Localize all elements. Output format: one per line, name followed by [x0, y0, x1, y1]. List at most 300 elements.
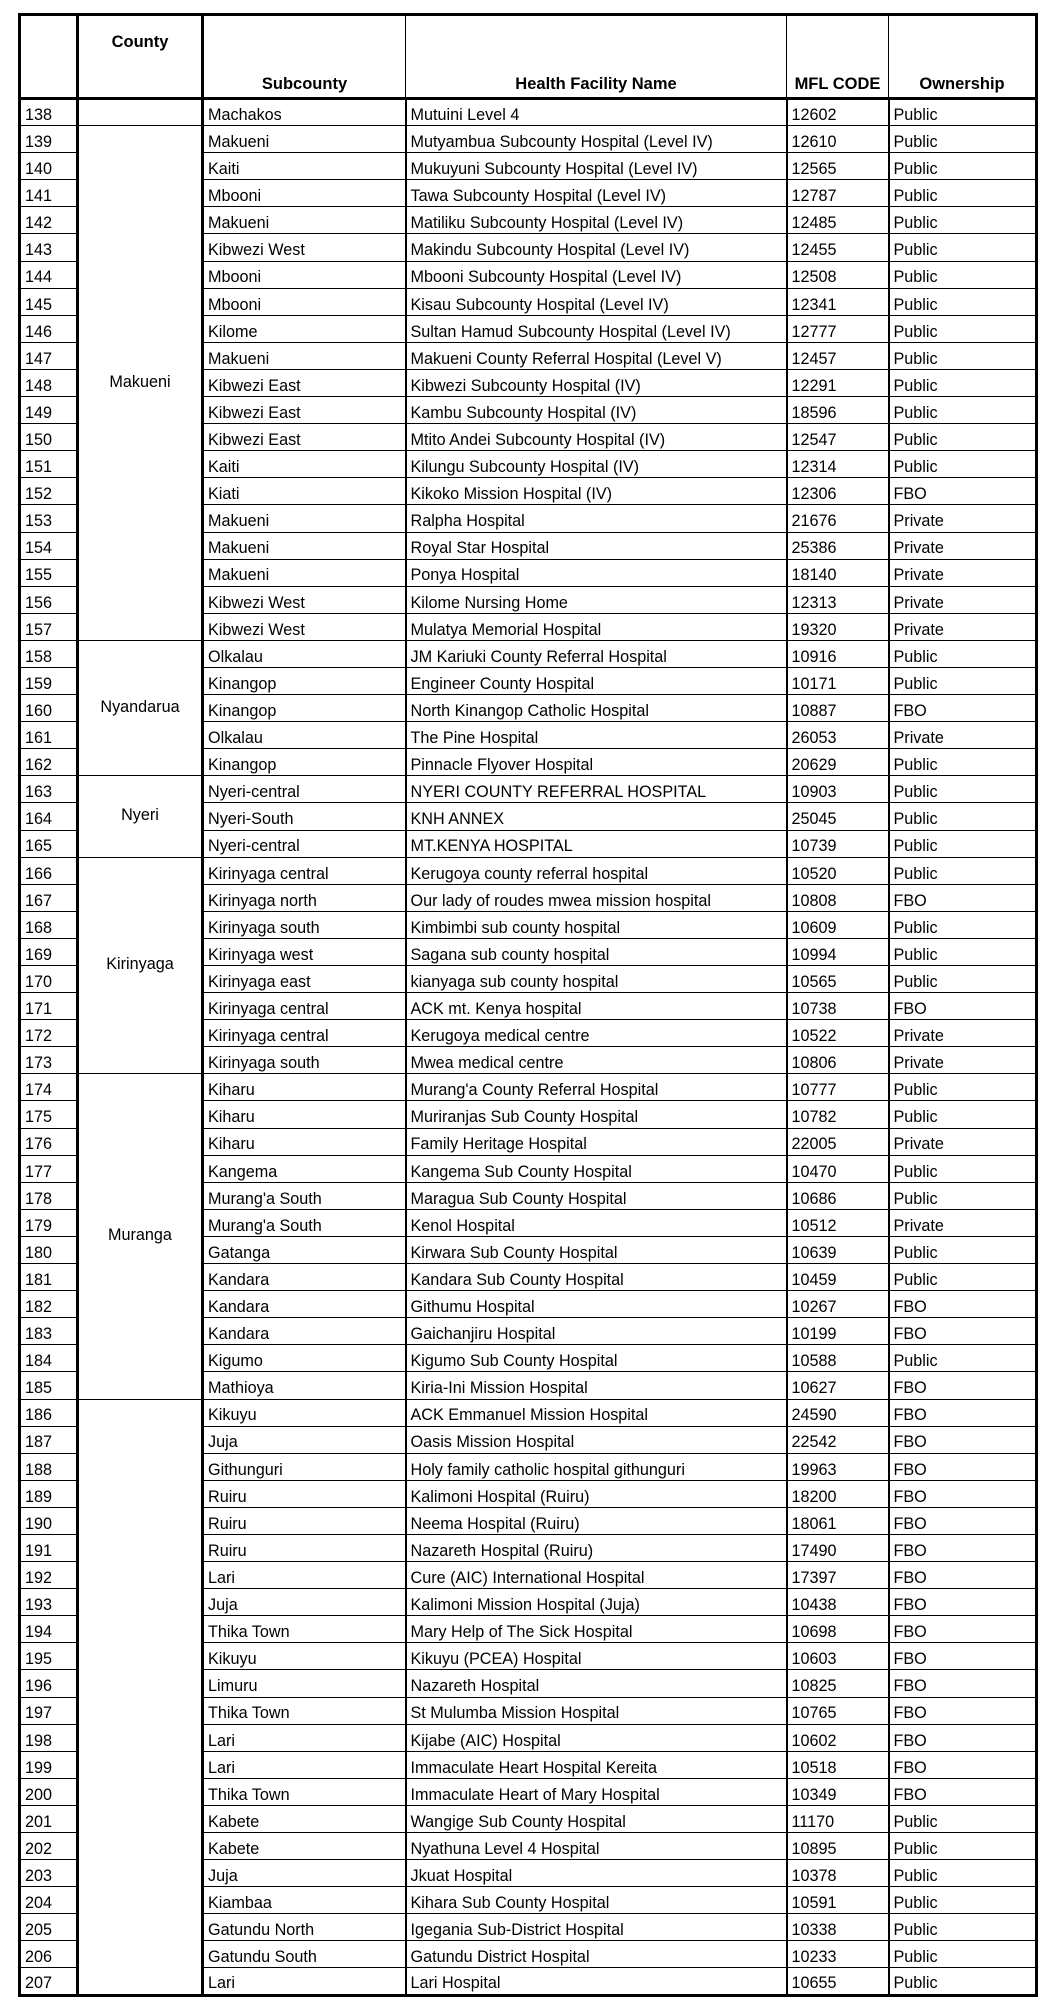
subcounty-cell: Kiharu — [203, 1074, 406, 1101]
subcounty-cell: Limuru — [203, 1670, 406, 1697]
header-row — [20, 15, 1037, 99]
row-number: 167 — [20, 884, 78, 911]
subcounty-cell: Kibwezi West — [203, 234, 406, 261]
facility-name-cell: Kilome Nursing Home — [406, 586, 787, 613]
row-number: 192 — [20, 1562, 78, 1589]
row-number: 180 — [20, 1236, 78, 1263]
facility-name-cell: Kikuyu (PCEA) Hospital — [406, 1643, 787, 1670]
facility-name-cell: Pinnacle Flyover Hospital — [406, 749, 787, 776]
ownership-cell: Public — [889, 1887, 1037, 1914]
ownership-cell: Public — [889, 1941, 1037, 1968]
ownership-cell: FBO — [889, 1480, 1037, 1507]
ownership-cell: Public — [889, 153, 1037, 180]
ownership-cell: Public — [889, 1805, 1037, 1832]
ownership-cell: FBO — [889, 1589, 1037, 1616]
row-number: 164 — [20, 803, 78, 830]
ownership-cell: FBO — [889, 1291, 1037, 1318]
subcounty-cell: Kiambaa — [203, 1887, 406, 1914]
subcounty-cell: Gatundu North — [203, 1914, 406, 1941]
facility-name-cell: Mutuini Level 4 — [406, 99, 787, 126]
row-number: 155 — [20, 559, 78, 586]
row-number: 154 — [20, 532, 78, 559]
ownership-cell: Public — [889, 424, 1037, 451]
mfl-code-cell: 10639 — [787, 1236, 889, 1263]
subcounty-cell: Juja — [203, 1589, 406, 1616]
ownership-cell: Public — [889, 369, 1037, 396]
facility-name-cell: Makindu Subcounty Hospital (Level IV) — [406, 234, 787, 261]
facility-name-cell: Kerugoya county referral hospital — [406, 857, 787, 884]
ownership-cell: Private — [889, 505, 1037, 532]
ownership-cell: Public — [889, 1182, 1037, 1209]
facility-name-cell: Mutyambua Subcounty Hospital (Level IV) — [406, 126, 787, 153]
county-cell: Kirinyaga — [78, 857, 203, 1074]
subcounty-cell: Ruiru — [203, 1480, 406, 1507]
subcounty-cell: Kirinyaga north — [203, 884, 406, 911]
row-number: 190 — [20, 1507, 78, 1534]
subcounty-cell: Mbooni — [203, 261, 406, 288]
subcounty-cell: Kirinyaga central — [203, 1020, 406, 1047]
mfl-code-cell: 10233 — [787, 1941, 889, 1968]
facility-name-cell: Nazareth Hospital (Ruiru) — [406, 1534, 787, 1561]
subcounty-cell: Olkalau — [203, 640, 406, 667]
facility-name-cell: JM Kariuki County Referral Hospital — [406, 640, 787, 667]
ownership-cell: FBO — [889, 993, 1037, 1020]
mfl-code-cell: 10806 — [787, 1047, 889, 1074]
mfl-code-cell: 10698 — [787, 1616, 889, 1643]
ownership-cell: Public — [889, 126, 1037, 153]
ownership-cell: Public — [889, 1914, 1037, 1941]
mfl-code-cell: 10825 — [787, 1670, 889, 1697]
subcounty-cell: Kibwezi East — [203, 424, 406, 451]
row-number: 200 — [20, 1778, 78, 1805]
facility-name-cell: Sultan Hamud Subcounty Hospital (Level IV) — [406, 315, 787, 342]
ownership-cell: Public — [889, 1264, 1037, 1291]
subcounty-cell: Mbooni — [203, 288, 406, 315]
row-number: 174 — [20, 1074, 78, 1101]
facility-name-cell: Kandara Sub County Hospital — [406, 1264, 787, 1291]
mfl-code-cell: 10777 — [787, 1074, 889, 1101]
mfl-code-cell: 10627 — [787, 1372, 889, 1399]
row-number: 199 — [20, 1751, 78, 1778]
facility-name-cell: Kangema Sub County Hospital — [406, 1155, 787, 1182]
ownership-cell: Public — [889, 1968, 1037, 1995]
row-number: 177 — [20, 1155, 78, 1182]
facility-name-cell: The Pine Hospital — [406, 722, 787, 749]
row-number: 195 — [20, 1643, 78, 1670]
ownership-cell: FBO — [889, 1426, 1037, 1453]
row-number: 202 — [20, 1833, 78, 1860]
facility-name-cell: Mary Help of The Sick Hospital — [406, 1616, 787, 1643]
subcounty-cell: Kinangop — [203, 695, 406, 722]
county-cell — [78, 99, 203, 126]
subcounty-cell: Makueni — [203, 559, 406, 586]
row-number: 179 — [20, 1209, 78, 1236]
row-number: 163 — [20, 776, 78, 803]
facility-name-cell: Engineer County Hospital — [406, 667, 787, 694]
row-number: 141 — [20, 180, 78, 207]
subcounty-cell: Kirinyaga central — [203, 993, 406, 1020]
ownership-cell: Public — [889, 180, 1037, 207]
mfl-code-cell: 12610 — [787, 126, 889, 153]
mfl-code-cell: 12777 — [787, 315, 889, 342]
header-number — [20, 15, 78, 99]
facility-name-cell: Kalimoni Hospital (Ruiru) — [406, 1480, 787, 1507]
mfl-code-cell: 22542 — [787, 1426, 889, 1453]
row-number: 184 — [20, 1345, 78, 1372]
ownership-cell: Public — [889, 830, 1037, 857]
facility-name-cell: Githumu Hospital — [406, 1291, 787, 1318]
mfl-code-cell: 12313 — [787, 586, 889, 613]
ownership-cell: FBO — [889, 1751, 1037, 1778]
mfl-code-cell: 12602 — [787, 99, 889, 126]
mfl-code-cell: 10765 — [787, 1697, 889, 1724]
ownership-cell: Private — [889, 532, 1037, 559]
mfl-code-cell: 18061 — [787, 1507, 889, 1534]
row-number: 146 — [20, 315, 78, 342]
ownership-cell: Private — [889, 1209, 1037, 1236]
facility-name-cell: Gaichanjiru Hospital — [406, 1318, 787, 1345]
subcounty-cell: Makueni — [203, 505, 406, 532]
ownership-cell: Private — [889, 559, 1037, 586]
facility-name-cell: Ralpha Hospital — [406, 505, 787, 532]
facility-name-cell: Mulatya Memorial Hospital — [406, 613, 787, 640]
mfl-code-cell: 12457 — [787, 342, 889, 369]
mfl-code-cell: 10267 — [787, 1291, 889, 1318]
row-number: 186 — [20, 1399, 78, 1426]
ownership-cell: Public — [889, 857, 1037, 884]
row-number: 169 — [20, 938, 78, 965]
ownership-cell: Public — [889, 397, 1037, 424]
subcounty-cell: Nyeri-South — [203, 803, 406, 830]
subcounty-cell: Kinangop — [203, 667, 406, 694]
subcounty-cell: Kibwezi East — [203, 369, 406, 396]
mfl-code-cell: 10916 — [787, 640, 889, 667]
ownership-cell: Public — [889, 640, 1037, 667]
ownership-cell: Public — [889, 99, 1037, 126]
mfl-code-cell: 10994 — [787, 938, 889, 965]
subcounty-cell: Gatanga — [203, 1236, 406, 1263]
row-number: 178 — [20, 1182, 78, 1209]
ownership-cell: Public — [889, 1074, 1037, 1101]
subcounty-cell: Lari — [203, 1751, 406, 1778]
mfl-code-cell: 10808 — [787, 884, 889, 911]
table-row — [20, 776, 1037, 803]
row-number: 187 — [20, 1426, 78, 1453]
header-facility-name: Health Facility Name — [406, 15, 787, 99]
mfl-code-cell: 12314 — [787, 451, 889, 478]
ownership-cell: Public — [889, 234, 1037, 261]
subcounty-cell: Ruiru — [203, 1534, 406, 1561]
ownership-cell: Private — [889, 1047, 1037, 1074]
county-cell: Muranga — [78, 1074, 203, 1399]
row-number: 140 — [20, 153, 78, 180]
ownership-cell: FBO — [889, 695, 1037, 722]
ownership-cell: FBO — [889, 1399, 1037, 1426]
row-number: 162 — [20, 749, 78, 776]
subcounty-cell: Kaiti — [203, 153, 406, 180]
mfl-code-cell: 18140 — [787, 559, 889, 586]
county-cell: Makueni — [78, 126, 203, 641]
row-number: 183 — [20, 1318, 78, 1345]
row-number: 196 — [20, 1670, 78, 1697]
subcounty-cell: Nyeri-central — [203, 830, 406, 857]
subcounty-cell: Lari — [203, 1968, 406, 1995]
mfl-code-cell: 10609 — [787, 911, 889, 938]
subcounty-cell: Kandara — [203, 1318, 406, 1345]
subcounty-cell: Kiharu — [203, 1128, 406, 1155]
mfl-code-cell: 18200 — [787, 1480, 889, 1507]
row-number: 207 — [20, 1968, 78, 1995]
mfl-code-cell: 10686 — [787, 1182, 889, 1209]
facility-name-cell: Kiria-Ini Mission Hospital — [406, 1372, 787, 1399]
mfl-code-cell: 12787 — [787, 180, 889, 207]
subcounty-cell: Kabete — [203, 1833, 406, 1860]
subcounty-cell: Kikuyu — [203, 1399, 406, 1426]
row-number: 188 — [20, 1453, 78, 1480]
ownership-cell: Public — [889, 803, 1037, 830]
subcounty-cell: Thika Town — [203, 1778, 406, 1805]
mfl-code-cell: 26053 — [787, 722, 889, 749]
subcounty-cell: Kirinyaga west — [203, 938, 406, 965]
row-number: 160 — [20, 695, 78, 722]
row-number: 171 — [20, 993, 78, 1020]
facility-name-cell: Kambu Subcounty Hospital (IV) — [406, 397, 787, 424]
row-number: 144 — [20, 261, 78, 288]
ownership-cell: Private — [889, 722, 1037, 749]
facility-name-cell: Jkuat Hospital — [406, 1860, 787, 1887]
mfl-code-cell: 12547 — [787, 424, 889, 451]
subcounty-cell: Murang'a South — [203, 1209, 406, 1236]
facility-name-cell: North Kinangop Catholic Hospital — [406, 695, 787, 722]
mfl-code-cell: 10349 — [787, 1778, 889, 1805]
subcounty-cell: Kilome — [203, 315, 406, 342]
facility-name-cell: St Mulumba Mission Hospital — [406, 1697, 787, 1724]
row-number: 156 — [20, 586, 78, 613]
county-cell: Nyeri — [78, 776, 203, 857]
county-cell: Nyandarua — [78, 640, 203, 775]
health-facility-table — [18, 13, 1038, 1997]
subcounty-cell: Kirinyaga central — [203, 857, 406, 884]
facility-name-cell: Maragua Sub County Hospital — [406, 1182, 787, 1209]
mfl-code-cell: 10378 — [787, 1860, 889, 1887]
subcounty-cell: Kiharu — [203, 1101, 406, 1128]
row-number: 176 — [20, 1128, 78, 1155]
subcounty-cell: Kabete — [203, 1805, 406, 1832]
table-row — [20, 1399, 1037, 1426]
row-number: 151 — [20, 451, 78, 478]
row-number: 153 — [20, 505, 78, 532]
subcounty-cell: Kandara — [203, 1264, 406, 1291]
mfl-code-cell: 10591 — [787, 1887, 889, 1914]
facility-name-cell: ACK Emmanuel Mission Hospital — [406, 1399, 787, 1426]
mfl-code-cell: 11170 — [787, 1805, 889, 1832]
row-number: 142 — [20, 207, 78, 234]
facility-name-cell: Kisau Subcounty Hospital (Level IV) — [406, 288, 787, 315]
facility-name-cell: Neema Hospital (Ruiru) — [406, 1507, 787, 1534]
row-number: 168 — [20, 911, 78, 938]
subcounty-cell: Kibwezi East — [203, 397, 406, 424]
row-number: 150 — [20, 424, 78, 451]
county-cell — [78, 1399, 203, 1995]
ownership-cell: FBO — [889, 1616, 1037, 1643]
mfl-code-cell: 12341 — [787, 288, 889, 315]
subcounty-cell: Kaiti — [203, 451, 406, 478]
mfl-code-cell: 21676 — [787, 505, 889, 532]
subcounty-cell: Mbooni — [203, 180, 406, 207]
subcounty-cell: Lari — [203, 1724, 406, 1751]
row-number: 173 — [20, 1047, 78, 1074]
facility-name-cell: Nyathuna Level 4 Hospital — [406, 1833, 787, 1860]
ownership-cell: FBO — [889, 1372, 1037, 1399]
facility-name-cell: Kikoko Mission Hospital (IV) — [406, 478, 787, 505]
row-number: 203 — [20, 1860, 78, 1887]
mfl-code-cell: 10522 — [787, 1020, 889, 1047]
ownership-cell: Private — [889, 613, 1037, 640]
facility-name-cell: Kerugoya medical centre — [406, 1020, 787, 1047]
subcounty-cell: Makueni — [203, 532, 406, 559]
mfl-code-cell: 12306 — [787, 478, 889, 505]
row-number: 204 — [20, 1887, 78, 1914]
ownership-cell: FBO — [889, 1778, 1037, 1805]
row-number: 157 — [20, 613, 78, 640]
table-row — [20, 126, 1037, 153]
ownership-cell: Private — [889, 1128, 1037, 1155]
ownership-cell: Public — [889, 1155, 1037, 1182]
ownership-cell: Private — [889, 1020, 1037, 1047]
row-number: 205 — [20, 1914, 78, 1941]
header-ownership: Ownership — [889, 15, 1037, 99]
row-number: 185 — [20, 1372, 78, 1399]
row-number: 138 — [20, 99, 78, 126]
header-subcounty: Subcounty — [203, 15, 406, 99]
mfl-code-cell: 25045 — [787, 803, 889, 830]
ownership-cell: FBO — [889, 478, 1037, 505]
facility-name-cell: Kigumo Sub County Hospital — [406, 1345, 787, 1372]
ownership-cell: Public — [889, 776, 1037, 803]
ownership-cell: FBO — [889, 1318, 1037, 1345]
ownership-cell: Public — [889, 1236, 1037, 1263]
subcounty-cell: Machakos — [203, 99, 406, 126]
subcounty-cell: Makueni — [203, 342, 406, 369]
mfl-code-cell: 10655 — [787, 1968, 889, 1995]
table-body — [20, 99, 1037, 1996]
ownership-cell: FBO — [889, 1670, 1037, 1697]
ownership-cell: Public — [889, 1345, 1037, 1372]
row-number: 145 — [20, 288, 78, 315]
row-number: 158 — [20, 640, 78, 667]
row-number: 139 — [20, 126, 78, 153]
facility-name-cell: MT.KENYA HOSPITAL — [406, 830, 787, 857]
facility-name-cell: KNH ANNEX — [406, 803, 787, 830]
facility-name-cell: Kimbimbi sub county hospital — [406, 911, 787, 938]
ownership-cell: Public — [889, 342, 1037, 369]
row-number: 181 — [20, 1264, 78, 1291]
row-number: 161 — [20, 722, 78, 749]
mfl-code-cell: 12565 — [787, 153, 889, 180]
ownership-cell: Public — [889, 911, 1037, 938]
mfl-code-cell: 10739 — [787, 830, 889, 857]
subcounty-cell: Juja — [203, 1426, 406, 1453]
mfl-code-cell: 25386 — [787, 532, 889, 559]
ownership-cell: Public — [889, 938, 1037, 965]
facility-name-cell: Oasis Mission Hospital — [406, 1426, 787, 1453]
mfl-code-cell: 10171 — [787, 667, 889, 694]
mfl-code-cell: 10520 — [787, 857, 889, 884]
facility-name-cell: Mukuyuni Subcounty Hospital (Level IV) — [406, 153, 787, 180]
subcounty-cell: Kikuyu — [203, 1643, 406, 1670]
mfl-code-cell: 12508 — [787, 261, 889, 288]
facility-name-cell: NYERI COUNTY REFERRAL HOSPITAL — [406, 776, 787, 803]
facility-name-cell: Kijabe (AIC) Hospital — [406, 1724, 787, 1751]
mfl-code-cell: 19320 — [787, 613, 889, 640]
row-number: 201 — [20, 1805, 78, 1832]
mfl-code-cell: 10459 — [787, 1264, 889, 1291]
facility-name-cell: Kihara Sub County Hospital — [406, 1887, 787, 1914]
facility-name-cell: Igegania Sub-District Hospital — [406, 1914, 787, 1941]
facility-name-cell: Murang'a County Referral Hospital — [406, 1074, 787, 1101]
subcounty-cell: Kirinyaga south — [203, 911, 406, 938]
facility-name-cell: kianyaga sub county hospital — [406, 966, 787, 993]
mfl-code-cell: 10512 — [787, 1209, 889, 1236]
subcounty-cell: Kinangop — [203, 749, 406, 776]
ownership-cell: FBO — [889, 1534, 1037, 1561]
subcounty-cell: Lari — [203, 1562, 406, 1589]
ownership-cell: Public — [889, 315, 1037, 342]
subcounty-cell: Kirinyaga south — [203, 1047, 406, 1074]
row-number: 165 — [20, 830, 78, 857]
row-number: 170 — [20, 966, 78, 993]
row-number: 166 — [20, 857, 78, 884]
row-number: 182 — [20, 1291, 78, 1318]
facility-name-cell: Ponya Hospital — [406, 559, 787, 586]
facility-name-cell: Mwea medical centre — [406, 1047, 787, 1074]
facility-name-cell: Immaculate Heart Hospital Kereita — [406, 1751, 787, 1778]
facility-name-cell: Makueni County Referral Hospital (Level V) — [406, 342, 787, 369]
mfl-code-cell: 10603 — [787, 1643, 889, 1670]
ownership-cell: Public — [889, 207, 1037, 234]
facility-name-cell: Wangige Sub County Hospital — [406, 1805, 787, 1832]
ownership-cell: Public — [889, 1101, 1037, 1128]
row-number: 197 — [20, 1697, 78, 1724]
facility-name-cell: Immaculate Heart of Mary Hospital — [406, 1778, 787, 1805]
mfl-code-cell: 10338 — [787, 1914, 889, 1941]
ownership-cell: Public — [889, 667, 1037, 694]
mfl-code-cell: 20629 — [787, 749, 889, 776]
subcounty-cell: Kigumo — [203, 1345, 406, 1372]
facility-name-cell: Sagana sub county hospital — [406, 938, 787, 965]
ownership-cell: FBO — [889, 1453, 1037, 1480]
mfl-code-cell: 22005 — [787, 1128, 889, 1155]
subcounty-cell: Nyeri-central — [203, 776, 406, 803]
mfl-code-cell: 10470 — [787, 1155, 889, 1182]
ownership-cell: Public — [889, 288, 1037, 315]
facility-name-cell: Kirwara Sub County Hospital — [406, 1236, 787, 1263]
ownership-cell: FBO — [889, 1507, 1037, 1534]
table-row — [20, 99, 1037, 126]
facility-name-cell: Nazareth Hospital — [406, 1670, 787, 1697]
row-number: 147 — [20, 342, 78, 369]
mfl-code-cell: 10438 — [787, 1589, 889, 1616]
table-row — [20, 857, 1037, 884]
ownership-cell: Private — [889, 586, 1037, 613]
row-number: 193 — [20, 1589, 78, 1616]
subcounty-cell: Olkalau — [203, 722, 406, 749]
facility-name-cell: Kalimoni Mission Hospital (Juja) — [406, 1589, 787, 1616]
facility-name-cell: Royal Star Hospital — [406, 532, 787, 559]
mfl-code-cell: 24590 — [787, 1399, 889, 1426]
subcounty-cell: Kibwezi West — [203, 586, 406, 613]
facility-name-cell: Kilungu Subcounty Hospital (IV) — [406, 451, 787, 478]
